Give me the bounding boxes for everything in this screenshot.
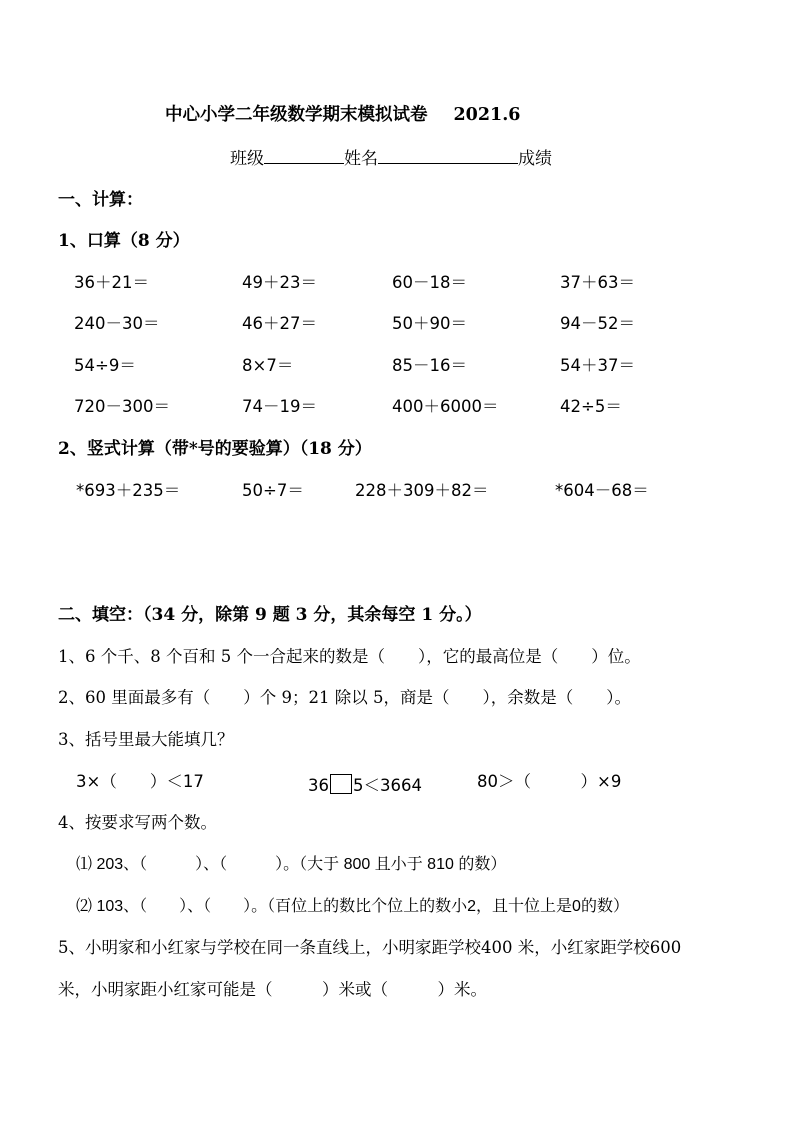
section-fill-blank-heading: 二、填空：（34 分，除第 9 题 3 分，其余每空 1 分。） [58,605,482,625]
oral-problem: 42÷5＝ [560,397,622,416]
oral-problem: 54÷9＝ [74,356,136,375]
oral-problem: 49＋23＝ [242,273,317,292]
oral-problem: 54＋37＝ [560,356,635,375]
class-blank[interactable] [264,148,344,164]
question-3a: 3×（ ）＜17 [76,772,204,791]
question-3b-left: 36 [308,776,329,795]
question-3: 3、括号里最大能填几？ [58,730,234,749]
oral-problem: 46＋27＝ [242,314,317,333]
question-1: 1、6 个千、8 个百和 5 个一合起来的数是（ ），它的最高位是（ ）位。 [58,647,641,666]
question-3b [308,774,422,795]
class-label: 班级 [230,149,264,169]
oral-calc-heading: 1、口算（8 分） [58,231,190,251]
answer-box[interactable] [330,774,352,794]
question-3c: 80＞（ ）×9 [477,772,622,791]
vertical-problem: *693＋235＝ [76,481,181,500]
oral-problem: 36＋21＝ [74,273,149,292]
question-2: 2、60 里面最多有（ ）个 9；21 除以 5，商是（ ），余数是（ ）。 [58,688,631,707]
question-5-line-1: 5、小明家和小红家与学校在同一条直线上，小明家距学校400 米，小红家距学校600 [58,938,682,957]
oral-problem: 400＋6000＝ [392,397,499,416]
oral-problem: 50＋90＝ [392,314,467,333]
oral-problem: 85－16＝ [392,356,467,375]
oral-problem: 74－19＝ [242,397,317,416]
question-4-part-1: ⑴ 203、（ ）、（ ）。（大于 800 且小于 810 的数） [76,856,507,873]
oral-problem: 8×7＝ [242,356,294,375]
question-3b-right: 5＜3664 [353,776,422,795]
name-blank[interactable] [378,148,518,164]
question-4: 4、按要求写两个数。 [58,813,217,832]
exam-year: 2021.6 [453,105,521,125]
section-calculation-heading: 一、计算： [58,190,143,210]
oral-problem: 94－52＝ [560,314,635,333]
student-info-line [230,148,552,168]
exam-title-text: 中心小学二年级数学期末模拟试卷 [165,105,428,125]
vertical-problem: 228＋309＋82＝ [355,481,489,500]
name-label: 姓名 [344,149,378,169]
vertical-calc-heading: 2、竖式计算（带*号的要验算）（18 分） [58,439,372,459]
oral-problem: 720－300＝ [74,397,170,416]
score-label: 成绩 [518,149,552,169]
oral-problem: 60－18＝ [392,273,467,292]
oral-problem: 37＋63＝ [560,273,635,292]
question-4-part-2: ⑵ 103、（ ）、（ ）。（百位上的数比个位上的数小2，且十位上是0的数） [76,898,629,915]
oral-problem: 240－30＝ [74,314,160,333]
vertical-problem: *604－68＝ [555,481,649,500]
exam-title [165,107,520,125]
question-5-line-2: 米，小明家距小红家可能是（ ）米或（ ）米。 [58,980,487,999]
vertical-problem: 50÷7＝ [242,481,304,500]
